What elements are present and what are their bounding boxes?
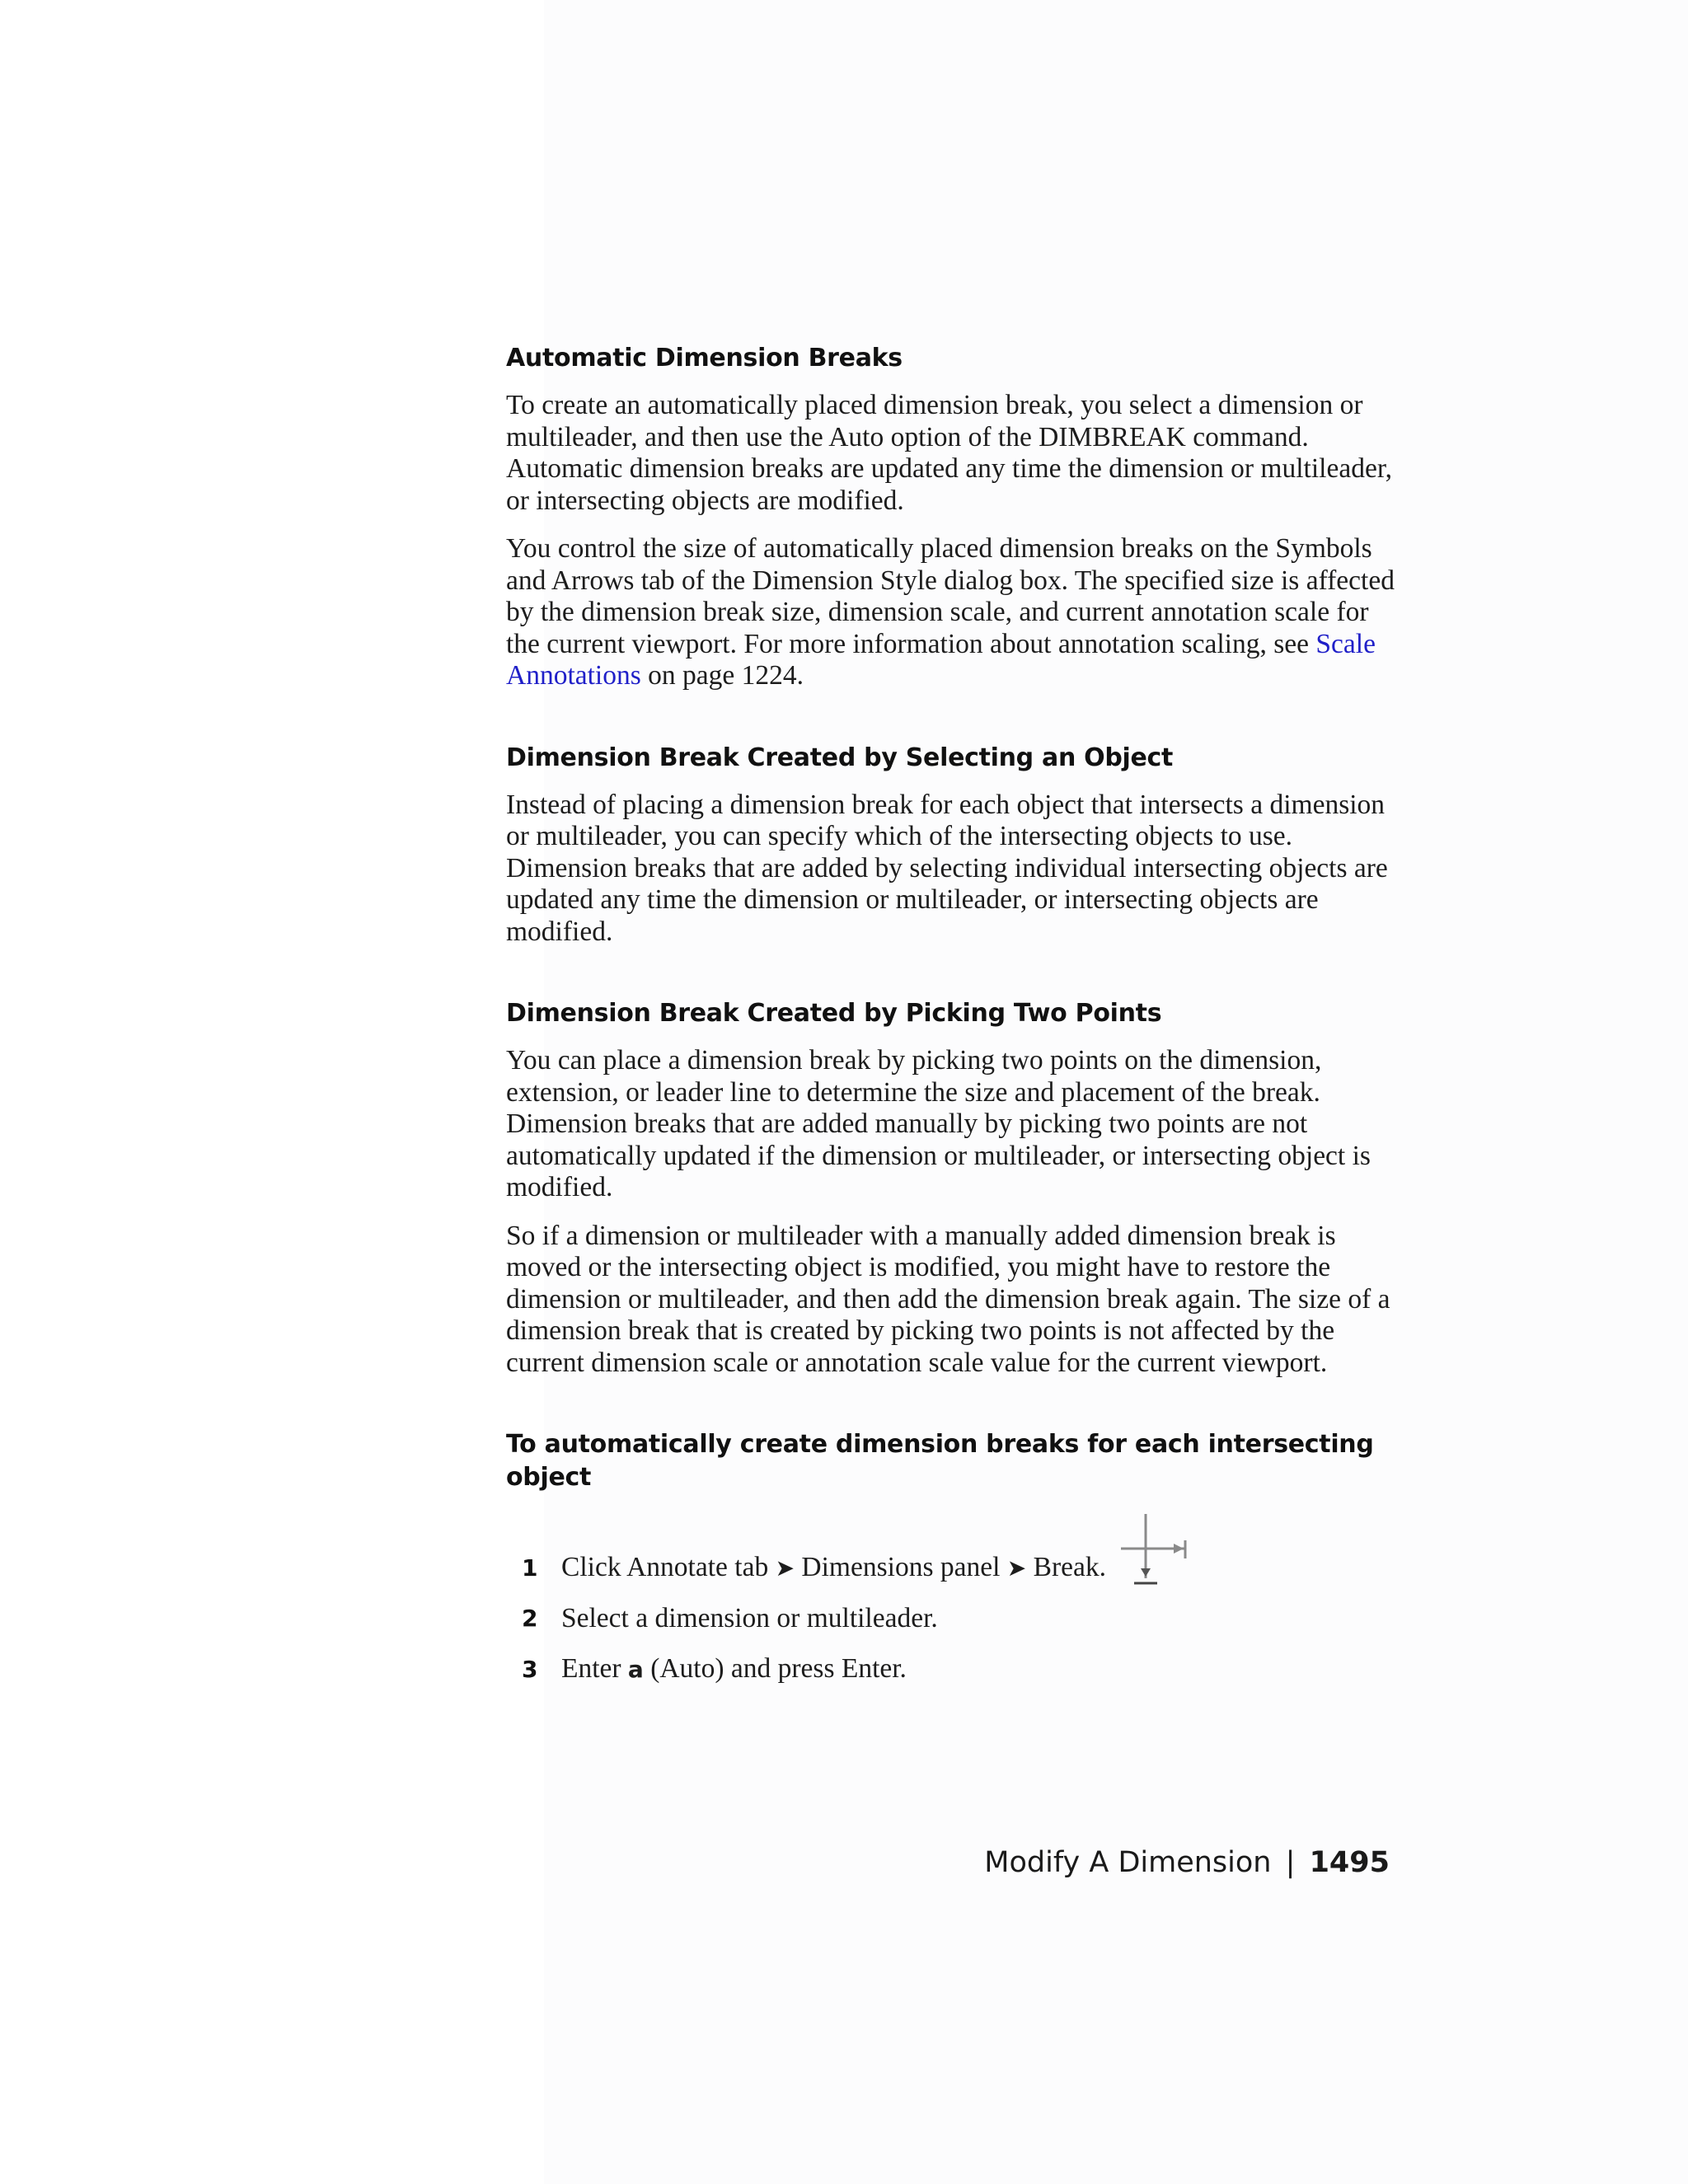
step-part: Enter xyxy=(561,1653,628,1684)
section-heading: Dimension Break Created by Selecting an Object xyxy=(506,743,1174,772)
keyboard-input: a xyxy=(627,1656,644,1683)
section-heading: Dimension Break Created by Picking Two Points xyxy=(506,999,1162,1028)
step-text xyxy=(561,1652,907,1686)
step-item xyxy=(506,1602,1396,1635)
paragraph-text: You control the size of automatically placed dimension breaks on the Symbols and Arrows tab of the Dimension Style dialog box. The specified size is affected by the dimension break size, dimension scale, and current annotation scale for the current viewport. For more information about annotation scaling, see xyxy=(506,533,1395,659)
step-number: 2 xyxy=(522,1605,538,1632)
scale-annotations-link[interactable]: Scale Annotations xyxy=(506,628,1376,691)
step-item xyxy=(506,1652,1396,1686)
step-part: Break. xyxy=(1033,1552,1106,1582)
step-item xyxy=(506,1511,1396,1585)
step-number: 3 xyxy=(522,1656,538,1683)
paragraph: You can place a dimension break by picking two points on the dimension, extension, or leader line to determine the size and placement of the break. Dimension breaks that are added manually by picking two points are not automatically updated if the dimension or multileader, or intersecting object is modified. xyxy=(506,1045,1371,1202)
footer-title: Modify A Dimension xyxy=(984,1846,1272,1879)
footer-separator: | xyxy=(1285,1846,1296,1879)
document-body xyxy=(506,342,1396,1704)
step-text xyxy=(561,1551,1106,1585)
menu-arrow-icon: ➤ xyxy=(1006,1554,1027,1582)
section-heading: Automatic Dimension Breaks xyxy=(506,344,903,373)
page-reference: on page 1224. xyxy=(640,660,804,691)
procedure-steps xyxy=(506,1511,1396,1686)
dimension-break-icon xyxy=(1116,1511,1195,1590)
step-part: (Auto) and press Enter. xyxy=(643,1653,907,1684)
paragraph: So if a dimension or multileader with a manually added dimension break is moved or the intersecting object is modified, you might have to restore the dimension or multileader, and then add the dimension break again. The size of a dimension break that is created by picking two points is not affected by the current dimension scale or annotation scale value for the current viewport. xyxy=(506,1220,1390,1378)
procedure-heading: To automatically create dimension breaks for each intersecting object xyxy=(506,1430,1374,1492)
menu-arrow-icon: ➤ xyxy=(775,1554,795,1582)
step-text: Select a dimension or multileader. xyxy=(561,1603,938,1633)
step-part: Dimensions panel xyxy=(801,1552,1001,1582)
page-footer xyxy=(984,1846,1390,1879)
page-number: 1495 xyxy=(1309,1846,1390,1879)
step-number: 1 xyxy=(522,1554,538,1582)
paragraph: Instead of placing a dimension break for each object that intersects a dimension or multileader, you can specify which of the intersecting objects to use. Dimension breaks that are added by selecting individual intersecting objects are updated any time the dimension or multileader, or intersecting objects are modified. xyxy=(506,789,1388,947)
step-part: Click Annotate tab xyxy=(561,1552,769,1582)
paragraph xyxy=(506,533,1396,692)
paragraph: To create an automatically placed dimension break, you select a dimension or multileader, and then use the Auto option of the DIMBREAK command. Automatic dimension breaks are updated any time the dimension or multileader, or intersecting objects are modified. xyxy=(506,390,1393,516)
